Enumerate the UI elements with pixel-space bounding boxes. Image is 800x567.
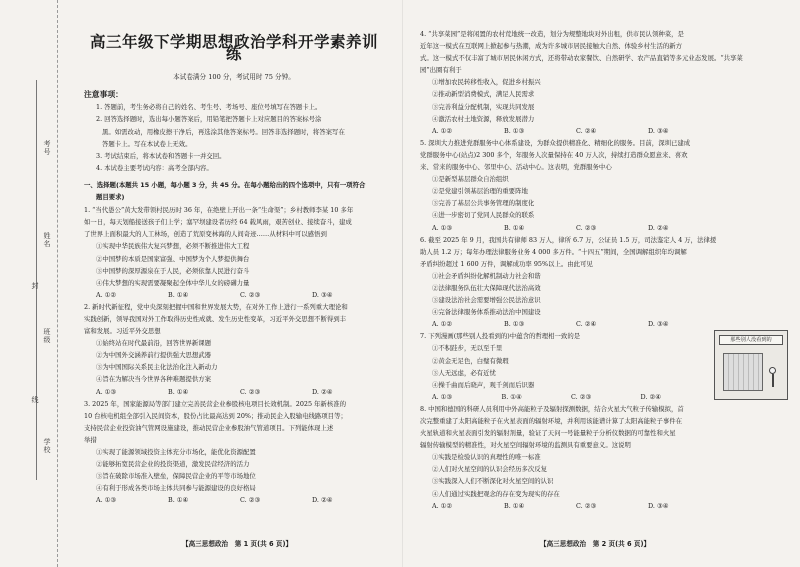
question-stem: 辐射传输模型的精准性，对火星空间辐射环境的监测具有重要意义。这说明 (420, 441, 631, 450)
choice-a[interactable]: A. ①③ (96, 496, 117, 505)
option-item: ①实现了能源领域投资主体充分市场化，能优化资源配置 (96, 448, 256, 456)
kaohao-label: 考号 (43, 140, 51, 156)
question-8 (420, 403, 784, 512)
question-stem: 5. 深圳大力推进党群服务中心体系建设，为群众提供精准化、精细化的服务。目前，深圳已建成 (420, 138, 691, 147)
option-item: ③完善利益分配机制，实现共同发展 (432, 102, 535, 111)
choice-c[interactable]: C. ②③ (240, 387, 261, 396)
option-item: ④操千曲而后晓声，观千剑而后识器 (432, 380, 535, 389)
option-item: ④进一步密切了党同人民群众的联系 (432, 211, 535, 220)
note-item: 2. 回答选择题时，选出每小题答案后，用铅笔把答题卡上对应题目的答案标号涂 (96, 115, 322, 124)
choice-a[interactable]: A. ①② (96, 290, 117, 299)
choice-b[interactable]: B. ①④ (168, 496, 189, 505)
answer-choices (420, 222, 784, 234)
answer-choices (84, 386, 384, 398)
question-4 (420, 28, 784, 137)
choice-c[interactable]: C. ②④ (576, 320, 597, 329)
option-item: ③实践深入人们不断深化对火星空间的认识 (432, 477, 554, 486)
choice-a[interactable]: A. ①② (432, 320, 453, 329)
option-item: ①社会矛盾纠纷化解机制动力社会和谐 (432, 271, 541, 280)
binding-strip (0, 0, 58, 567)
answer-choices (420, 318, 784, 330)
choice-b[interactable]: B. ①④ (501, 392, 522, 401)
question-stem: 火星轨道和火星表面引发的辐射剂量，验证了天问一号能量粒子分析仪数据的可靠性和火星 (420, 429, 676, 438)
note-item: 1. 答题前，考生务必将自己的姓名、考生号、考场号、座位号填写在答题卡上。 (96, 103, 322, 112)
question-2 (84, 301, 384, 398)
notes-list (84, 101, 384, 174)
option-item: ②推动新型消费模式，满足人民需求 (432, 90, 535, 99)
option-item: ①不积跬步，无以至千里 (432, 344, 503, 353)
option-item: ②人们对火星空间的认识会经历多次反复 (432, 465, 548, 474)
question-stem: 3. 2025 年，国家能源局等部门建立完善民营企业参股核电项目长效机制。2025 年新核准的 (84, 399, 346, 408)
page-fold (402, 0, 403, 567)
question-stem: 了世界上面积最大的人工林场，创造了荒原变林海的人间奇迹……从材料中可以感悟到 (84, 230, 327, 239)
option-item: ②能够拓宽民营企业的投资渠道，激发民营经济的活力 (96, 460, 250, 469)
answer-choices (420, 125, 784, 137)
question-stem: 富和发展。习近平外交思想 (84, 327, 161, 336)
question-stem: 次完整重建了太阳高能粒子在火星表面的辐射环境，并利用该能谱计算了太阳高能粒子事件在 (420, 417, 683, 425)
choice-a[interactable]: A. ①② (432, 126, 453, 135)
xingming-label: 姓名 (43, 232, 51, 248)
choice-c[interactable]: C. ②③ (240, 290, 261, 299)
page-title: 高三年级下学期思想政治学科开学素养训练 (89, 33, 378, 64)
answer-choices (84, 289, 384, 301)
choice-d[interactable]: D. ③④ (648, 320, 669, 329)
option-item: ③为中国国际关系民主化法治化注入新动力 (96, 363, 218, 372)
choice-d[interactable]: D. ②④ (312, 387, 333, 396)
choice-c[interactable]: C. ②③ (576, 501, 597, 510)
question-1 (84, 204, 384, 301)
answer-choices (420, 500, 784, 512)
section-line: 题目要求) (96, 193, 125, 202)
banji-label: 班级 (43, 328, 51, 344)
question-stem: 7. 下列漫画(那些别人投看到的)中蕴含的哲理相一致的是 (420, 332, 581, 341)
footer-right: 【高三思想政治 第 2 页(共 6 页)】 (540, 540, 651, 548)
left-page (84, 0, 384, 506)
choice-a[interactable]: A. ①② (432, 501, 453, 510)
choice-a[interactable]: A. ①③ (96, 387, 117, 396)
option-item: ②中国梦的本质是国家富强、中国梦为个人梦提供舞台 (96, 254, 250, 263)
choice-c[interactable]: C. ②③ (571, 392, 592, 401)
question-3 (84, 398, 384, 507)
xian-label: 线 (31, 396, 39, 404)
choice-d[interactable]: D. ③④ (648, 126, 669, 135)
option-item: ②为中国外交涵养前行提供强大思想武器 (96, 351, 212, 360)
question-stem: 矛盾纠纷超过 1 600 万件，调解成功率 95%以上。由此可见 (420, 259, 593, 268)
option-item: ②黄金无足色，白璧有微瑕 (432, 356, 509, 365)
option-item: ①实现中华民族伟大复兴梦想，必须不断推进伟大工程 (96, 242, 250, 251)
choice-b[interactable]: B. ①④ (168, 387, 189, 396)
choice-b[interactable]: B. ①④ (168, 290, 189, 299)
question-stem: 式。这一模式不仅丰富了城市居民休闲方式，还将带动农家餐饮、自然研学、农产品直销等多元业态发展。“共享菜 (420, 54, 743, 63)
question-stem: 园”出圈有利于 (420, 66, 462, 75)
question-7 (420, 330, 710, 403)
footer-left: 【高三思想政治 第 1 页(共 6 页)】 (182, 540, 293, 548)
question-stem: 党群服务中心(站点)2 300 多个，年服务人次量保持在 40 万人次，持续打造群众愿意来、喜欢 (420, 150, 688, 159)
option-item: ①实践是检验认识的真理性的唯一标准 (432, 453, 541, 462)
choice-d[interactable]: D. ②④ (312, 496, 333, 505)
option-item: ④完备法律服务体系推动法治中国建设 (432, 308, 541, 317)
option-item: ③建设法治社会需要增强公民法治意识 (432, 296, 541, 305)
choice-b[interactable]: B. ①③ (504, 126, 525, 135)
choice-c[interactable]: C. ②③ (576, 223, 597, 232)
option-item: ①增加农民转移性收入，促进乡村振兴 (432, 78, 541, 87)
section-heading (84, 179, 384, 203)
option-item: ④旨在为解决当今世界各种难题提供方案 (96, 375, 212, 384)
choice-b[interactable]: B. ①④ (504, 223, 525, 232)
note-item: 4. 本试卷主要考试内容：高考全部内容。 (96, 163, 213, 172)
choice-d[interactable]: D. ③④ (312, 290, 333, 299)
question-stem: 举措 (84, 435, 97, 444)
cartoon-image (714, 330, 788, 400)
binding-line (36, 80, 37, 480)
question-stem: 10 台核电机组全部引入民间资本，股份占比最高达到 20%；推动民企入股输电线路项目等； (84, 411, 347, 420)
question-stem: 实践创新，领导我国对外工作取得历史性成就、发生历史性变革，习近平外交思想不断得到丰 (84, 314, 347, 323)
option-item: ③完善了基层公共事务管理的制度化 (432, 199, 535, 208)
option-item: ③人无远虑，必有近忧 (432, 368, 496, 377)
question-stem: 助人员 1.2 万；每年办理法律服务业务 4 000 多万件。“十四五”期间，全国调解组织年均调解 (420, 247, 687, 256)
option-item: ②法律服务队伍壮大保障现代法治高效 (432, 283, 541, 292)
option-item: ③旨在破除市场准入壁垒，保障民营企业的平等市场地位 (96, 472, 256, 481)
question-stem: 6. 截至 2025 年 9 月，我国共有律师 83 万人，律所 6.7 万，公证员 1.5 万，司法鉴定人 4 万，法律援 (420, 235, 717, 244)
note-item: 3. 考试结束后，将本试卷和答题卡一并交回。 (96, 151, 226, 160)
choice-c[interactable]: C. ②③ (240, 496, 261, 505)
option-item: ①始终站在时代最前沿，回答世界新课题 (96, 339, 212, 348)
note-item: 答题卡上。写在本试卷上无效。 (102, 139, 192, 148)
option-item: ④人们通过实践把观念的存在变为现实的存在 (432, 489, 560, 498)
option-item: ②是党建引领基层治理的重要阵地 (432, 187, 528, 196)
option-item: ④伟大梦想的实现需要凝聚起全体中华儿女的磅礴力量 (96, 278, 250, 287)
feng-label: 封 (31, 282, 39, 290)
question-6 (420, 234, 784, 331)
question-stem: 支持民营企业投资油气管网设施建设，推动民营企业参股油气管道项目。下列能体现上述 (84, 423, 334, 432)
question-stem: 2. 新时代新征程，党中央深刻把握中国和世界发展大势，在对外工作上进行一系列重大理论和 (84, 302, 348, 311)
question-stem: 近年这一模式在互联网上掀起参与热潮，成为许多城市居民接触大自然、体验乡村生活的新方 (420, 42, 683, 51)
choice-b[interactable]: B. ①④ (504, 501, 525, 510)
question-stem: 1. “当代愚公”黄大发带领村民历时 36 年，在绝壁上开出一条“生命渠”；乡村教师李某 10 多年 (84, 206, 354, 215)
choice-a[interactable]: A. ①③ (432, 223, 453, 232)
answer-choices (420, 391, 710, 403)
choice-d[interactable]: D. ②④ (648, 223, 669, 232)
choice-a[interactable]: A. ①③ (432, 392, 453, 401)
option-item: ④有利于形成各类市场主体共同参与能源建设的良好格局 (96, 484, 256, 493)
choice-b[interactable]: B. ①③ (504, 320, 525, 329)
question-stem: 来、常来的服务中心、邻里中心、活动中心。这表明，党群服务中心 (420, 163, 612, 172)
notes-heading: 注意事项： (84, 90, 123, 100)
section-line: 一、选择题(本题共 15 小题，每小题 3 分，共 45 分。在每小题给出的四个选项中，只有一项符合 (84, 180, 366, 189)
question-5 (420, 137, 784, 234)
choice-d[interactable]: D. ②④ (640, 392, 661, 401)
note-item: 黑。如需改动，用橡皮擦干净后，再选涂其他答案标号。回答非选择题时，将答案写在 (102, 127, 345, 136)
question-stem: 4. “共享菜园”是将闲置的农村荒地统一改造，划分为规整地块对外出租，供市民认领种菜，是 (420, 30, 684, 38)
option-item: ①是新型基层群众自治组织 (432, 175, 509, 184)
option-item: ③中国梦的深厚源泉在于人民，必须依靠人民进行奋斗 (96, 266, 250, 275)
right-page (420, 28, 784, 512)
xuexiao-label: 学校 (43, 438, 51, 454)
subtitle: 本试卷满分 100 分，考试用时 75 分钟。 (173, 73, 295, 82)
question-stem: 8. 中国和德国的科研人员利用中外高能粒子及辐射探测数据，结合火星大气粒子传输模拟，首 (420, 404, 684, 413)
answer-choices (84, 494, 384, 506)
person-illustration (769, 367, 777, 389)
building-illustration (723, 353, 763, 391)
question-stem: 如一日，每天划船接送孩子们上学；塞罕坝建设者历经 64 载风雨，艰苦创业、接续奋斗，建成 (84, 218, 352, 227)
cartoon-caption: 那些别人没看到的 (719, 335, 783, 345)
choice-d[interactable]: D. ③④ (648, 501, 669, 510)
option-item: ④激活农村土地资源，释放发展潜力 (432, 114, 535, 123)
choice-c[interactable]: C. ②④ (576, 126, 597, 135)
